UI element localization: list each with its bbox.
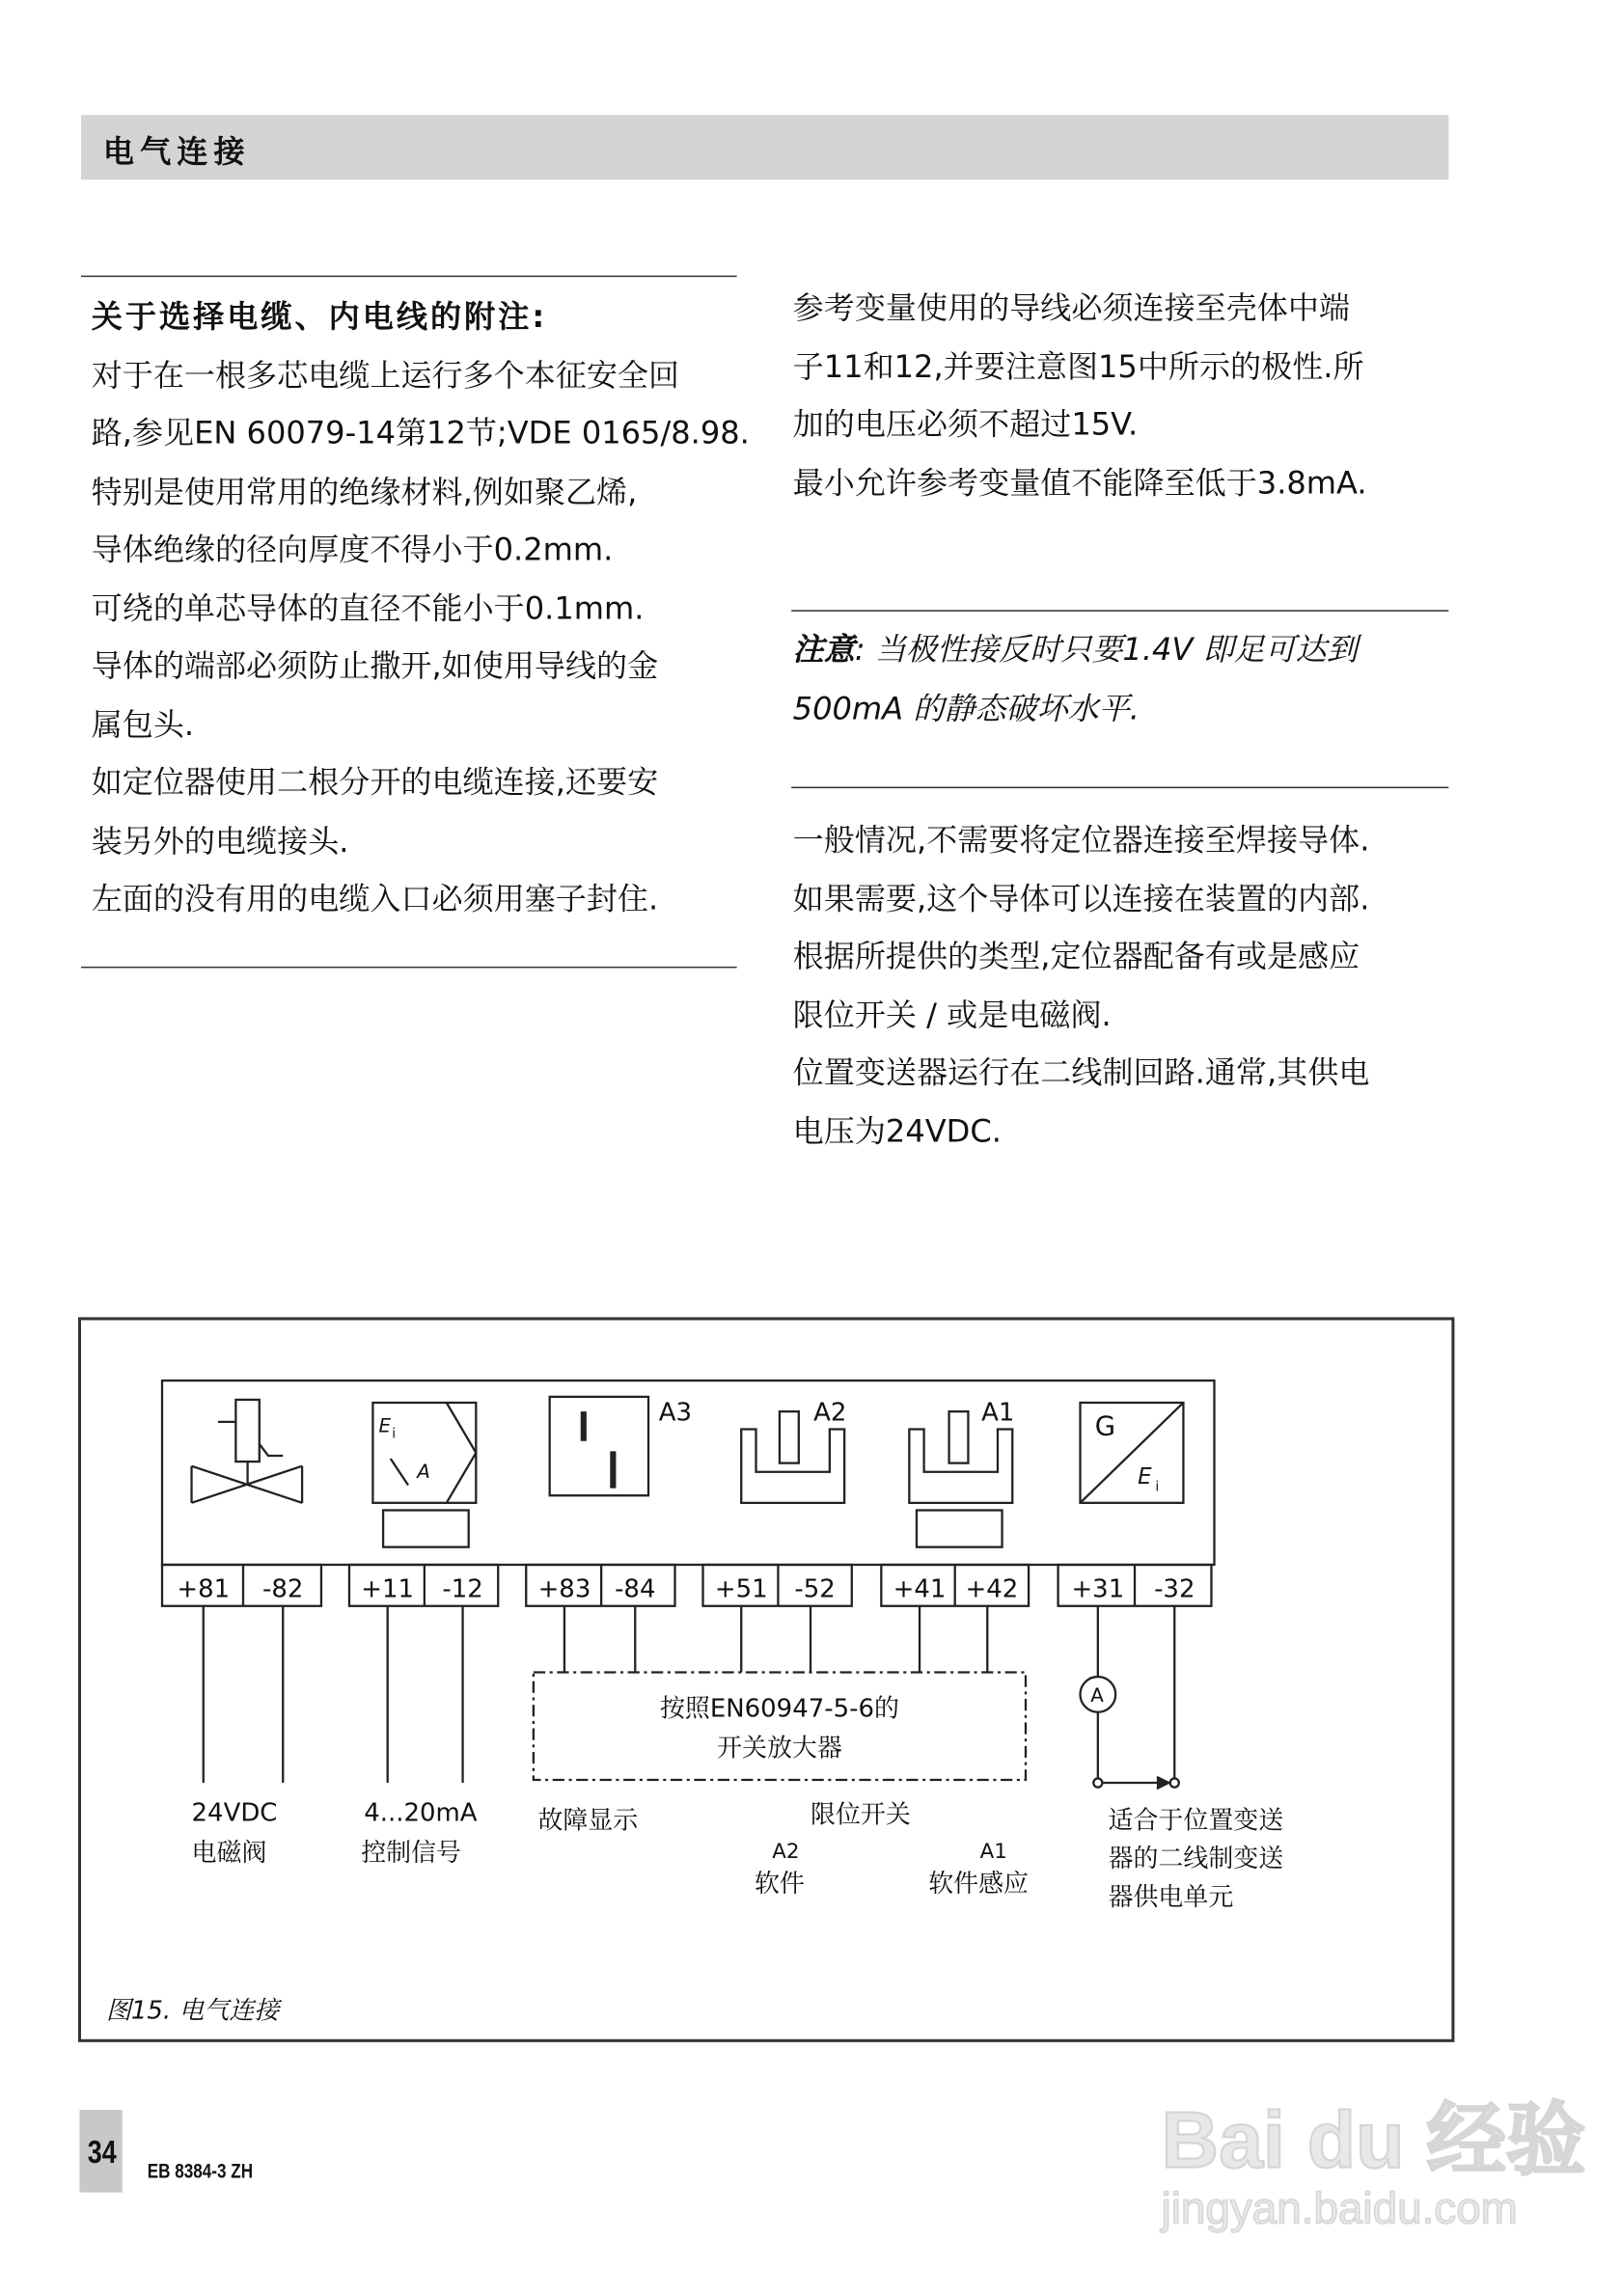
page-number-tab — [79, 2110, 122, 2193]
ei-label: E — [1138, 1463, 1152, 1490]
figure-caption: 图15. 电气连接 — [105, 1996, 280, 2026]
fault-label: 故障显示 — [537, 1806, 639, 1836]
text-line: 左面的没有用的电缆入口必须用塞子封住. — [91, 881, 659, 916]
a2-tag: A2 — [772, 1839, 800, 1864]
supply-label: 器供电单元 — [1108, 1882, 1234, 1912]
text-line: 电压为24VDC. — [792, 1112, 1002, 1149]
text-line: 子11和12,并要注意图15中所示的极性.所 — [792, 348, 1364, 384]
text-line: 属包头. — [91, 706, 195, 742]
switching-amplifier-box — [534, 1672, 1026, 1779]
page-number: 34 — [87, 2133, 117, 2171]
a1-software-label: 软件感应 — [928, 1870, 1030, 1900]
g-label: G — [1094, 1410, 1116, 1442]
note-label: 注意 — [792, 632, 855, 668]
text-line: 导体绝缘的径向厚度不得小于0.2mm. — [91, 532, 614, 568]
terminal-label: -82 — [262, 1574, 304, 1604]
terminal-label: +51 — [714, 1574, 768, 1604]
a2-label: A2 — [813, 1398, 847, 1428]
terminal-label: +31 — [1071, 1574, 1125, 1604]
a1-tag: A1 — [979, 1839, 1007, 1864]
text-line: 如定位器使用二根分开的电缆连接,还要安 — [91, 764, 659, 801]
ei-label: E — [378, 1414, 392, 1437]
a3-label: A3 — [658, 1398, 692, 1428]
control-signal-label: 控制信号 — [361, 1838, 462, 1868]
text-line: 导体的端部必须防止撒开,如使用导线的金 — [91, 648, 659, 684]
text-line: 最小允许参考变量值不能降至低于3.8mA. — [792, 464, 1367, 501]
ei-sub-label: i — [1155, 1479, 1160, 1495]
document-code: EB 8384-3 ZH — [147, 2158, 254, 2182]
solenoid-label: 电磁阀 — [191, 1838, 267, 1868]
watermark-url: jingyan.baidu.com — [1161, 2184, 1518, 2234]
terminal-label: -12 — [442, 1574, 483, 1604]
solenoid-valve-icon — [192, 1400, 303, 1503]
terminal-label: +42 — [965, 1574, 1019, 1604]
text-line: 特别是使用常用的绝缘材料,例如聚乙烯, — [91, 474, 638, 509]
amplifier-label: 按照EN60947-5-6的 — [659, 1694, 899, 1724]
terminal-label: -52 — [794, 1574, 836, 1604]
a2-software-label: 软件 — [754, 1870, 805, 1900]
supply-label: 器的二线制变送 — [1108, 1845, 1284, 1874]
text-line: 加的电压必须不超过15V. — [792, 406, 1139, 443]
solenoid-voltage-label: 24VDC — [191, 1798, 278, 1828]
text-line: 限位开关 / 或是电磁阀. — [792, 997, 1112, 1032]
supply-label: 适合于位置变送 — [1108, 1806, 1284, 1836]
limit-switch-label: 限位开关 — [810, 1800, 911, 1830]
section-title: 电气连接 — [102, 133, 251, 170]
text-line: 如果需要,这个导体可以连接在装置的内部. — [792, 880, 1370, 916]
inductive-limit-switch-a1-icon — [909, 1411, 1012, 1547]
terminal-blocks — [162, 1565, 1211, 1606]
watermark — [1162, 2077, 1586, 2234]
text-line: 路,参见EN 60079-14第12节;VDE 0165/8.98. — [91, 415, 750, 451]
a1-label: A1 — [981, 1398, 1015, 1428]
amplifier-label: 开关放大器 — [717, 1734, 842, 1763]
watermark-brand: Bai du 经验 — [1161, 2096, 1586, 2185]
a-label: A — [417, 1460, 430, 1483]
terminal-label: +83 — [537, 1574, 591, 1604]
text-line: 位置变送器运行在二线制回路.通常,其供电 — [792, 1054, 1370, 1091]
fault-alarm-switch-icon — [550, 1397, 648, 1495]
control-range-label: 4...20mA — [364, 1798, 478, 1828]
text-line: 500mA 的静态破坏水平. — [792, 690, 1140, 726]
ammeter-label: A — [1090, 1684, 1104, 1708]
text-line: 参考变量使用的导线必须连接至壳体中端 — [792, 289, 1351, 326]
terminal-label: +11 — [361, 1574, 415, 1604]
text-line: 对于在一根多芯电缆上运行多个本征安全回 — [91, 357, 680, 394]
terminal-label: +41 — [893, 1574, 947, 1604]
notes-heading: 关于选择电缆、内电线的附注: — [91, 299, 548, 335]
text-line: 根据所提供的类型,定位器配备有或是感应 — [792, 938, 1360, 974]
text-line: 装另外的电缆接头. — [91, 822, 349, 859]
text-line: 可绕的单芯导体的直径不能小于0.1mm. — [91, 589, 645, 626]
text-line: : 当极性接反时只要1.4V 即足可达到 — [854, 632, 1358, 668]
terminal-label: +81 — [177, 1574, 231, 1604]
terminal-label: -84 — [615, 1574, 656, 1604]
figure-frame — [79, 1319, 1452, 2040]
ei-sub-label: i — [392, 1426, 397, 1442]
text-line: 一般情况,不需要将定位器连接至焊接导体. — [792, 822, 1370, 858]
terminal-label: -32 — [1154, 1574, 1195, 1604]
